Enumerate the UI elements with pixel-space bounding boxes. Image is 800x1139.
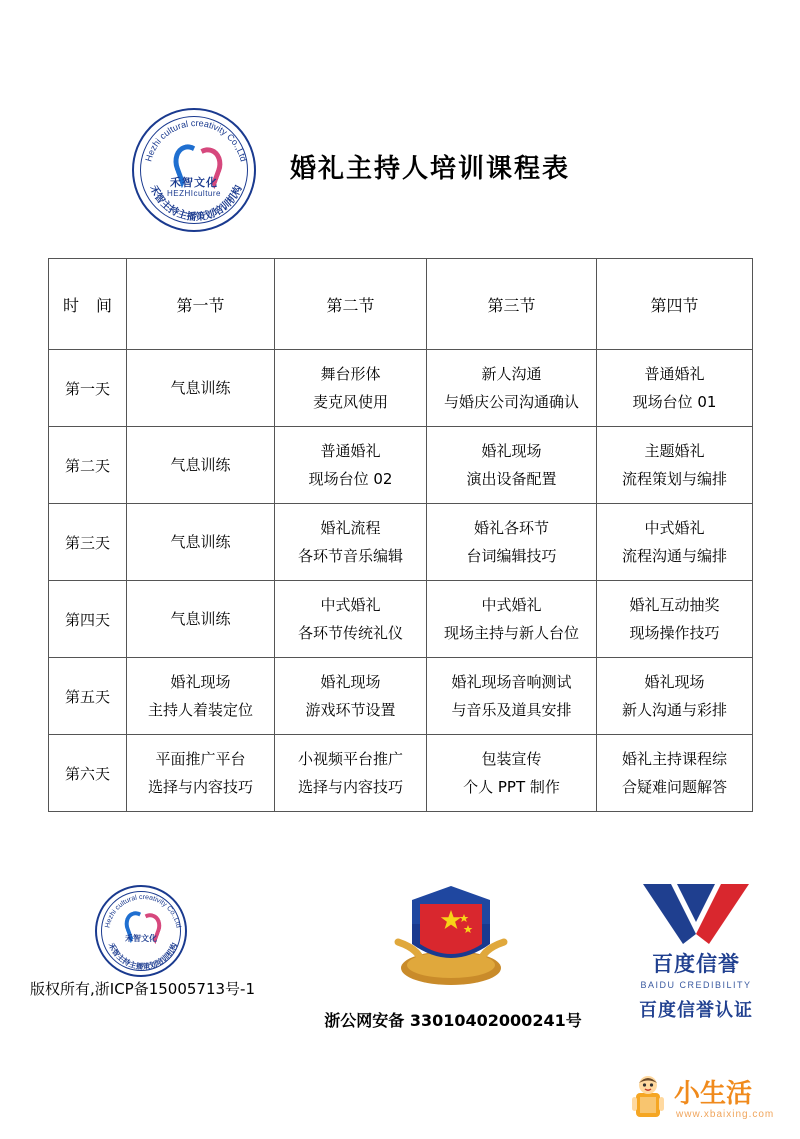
police-record-text: 浙公网安备 33010402000241号: [324, 1011, 582, 1030]
cell-line: 现场操作技巧: [629, 624, 720, 642]
cell-session-3: [427, 581, 597, 658]
cell-line: 包装宣传: [481, 749, 542, 768]
cell-session-3: [427, 504, 597, 581]
cell-line: 现场主持与新人台位: [443, 624, 579, 642]
baidu-cert-label: 百度信誉认证: [639, 1000, 753, 1021]
svg-text:禾智主持主播策划培训机构: 禾智主持主播策划培训机构: [147, 183, 245, 224]
logo-en-name: HEZHIculture: [166, 189, 221, 198]
cell-session-1: [127, 735, 275, 812]
cell-session-4: [597, 427, 753, 504]
cell-line: 普通婚礼: [320, 441, 381, 460]
cell-line: 中式婚礼: [320, 595, 381, 614]
watermark-mascot-icon: [628, 1073, 668, 1121]
cell-session-2: [275, 658, 427, 735]
cell-session-4: [597, 581, 753, 658]
table-row: [49, 658, 753, 735]
cell-line: 气息训练: [170, 455, 231, 474]
cell-session-2: [275, 504, 427, 581]
cell-session-3: [427, 350, 597, 427]
row-day-label: 第三天: [49, 504, 127, 581]
table-row: [49, 735, 753, 812]
footer-company-logo: [95, 885, 187, 977]
footer-logo-cn-name: 禾智文化: [125, 934, 157, 943]
cell-line: 新人沟通与彩排: [621, 701, 727, 719]
cell-line: 选择与内容技巧: [147, 778, 253, 796]
cell-line: 中式婚礼: [644, 518, 705, 537]
cell-line: 流程沟通与编排: [621, 547, 727, 565]
cell-line: 气息训练: [170, 532, 231, 551]
cell-line: 个人 PPT 制作: [463, 778, 560, 796]
baidu-v-icon: [641, 882, 751, 946]
watermark: [628, 1069, 778, 1131]
cell-session-2: [275, 581, 427, 658]
col-header-time: 时 间: [49, 259, 127, 350]
cell-line: 普通婚礼: [644, 364, 705, 383]
cell-session-3: [427, 427, 597, 504]
cell-session-1: [127, 581, 275, 658]
cell-line: 婚礼互动抽奖: [629, 595, 720, 614]
cell-session-2: [275, 735, 427, 812]
cell-line: 与音乐及道具安排: [451, 701, 572, 719]
table-row: [49, 427, 753, 504]
row-day-label: 第五天: [49, 658, 127, 735]
row-day-label: 第一天: [49, 350, 127, 427]
cell-line: 婚礼各环节: [473, 518, 549, 537]
schedule-table-wrapper: [48, 258, 752, 812]
cell-line: 平面推广平台: [155, 749, 246, 768]
cell-line: 中式婚礼: [481, 595, 542, 614]
cell-session-4: [597, 735, 753, 812]
svg-text:禾智主持主播策划培训机构: 禾智主持主播策划培训机构: [106, 941, 180, 972]
cell-line: 麦克风使用: [312, 393, 388, 411]
cell-line: 小视频平台推广: [297, 749, 403, 768]
cell-line: 流程策划与编排: [621, 470, 727, 488]
police-record-icon: [392, 880, 510, 992]
svg-text:Hezhi cultural creativity Co.,: Hezhi cultural creativity Co.,Ltd: [104, 893, 182, 929]
col-header-session-2: 第二节: [275, 259, 427, 350]
col-header-session-4: 第四节: [597, 259, 753, 350]
cell-line: 与婚庆公司沟通确认: [443, 393, 579, 411]
cell-line: 舞台形体: [320, 364, 381, 383]
company-logo: [132, 108, 256, 232]
cell-line: 婚礼主持课程综: [621, 749, 727, 768]
cell-session-1: [127, 350, 275, 427]
cell-session-4: [597, 658, 753, 735]
cell-line: 演出设备配置: [466, 470, 557, 488]
cell-line: 婚礼现场音响测试: [451, 672, 572, 691]
baidu-en-label: BAIDU CREDIBILITY: [640, 980, 752, 990]
cell-line: 婚礼现场: [644, 672, 705, 691]
cell-line: 合疑难问题解答: [621, 778, 727, 796]
copyright-text: 版权所有,浙ICP备15005713号-1: [30, 980, 256, 998]
cell-line: 婚礼现场: [320, 672, 381, 691]
cell-line: 台词编辑技巧: [466, 547, 557, 565]
table-row: [49, 350, 753, 427]
col-header-session-3: 第三节: [427, 259, 597, 350]
cell-session-3: [427, 735, 597, 812]
page-title: 婚礼主持人培训课程表: [290, 154, 571, 184]
cell-session-1: [127, 504, 275, 581]
table-row: [49, 581, 753, 658]
footer-logo-swirl-icon: [122, 911, 160, 935]
row-day-label: 第四天: [49, 581, 127, 658]
cell-line: 各环节音乐编辑: [297, 547, 403, 565]
cell-line: 各环节传统礼仪: [297, 624, 403, 642]
cell-line: 婚礼流程: [320, 518, 381, 537]
cell-line: 婚礼现场: [170, 672, 231, 691]
table-header-row: [49, 259, 753, 350]
cell-line: 选择与内容技巧: [297, 778, 403, 796]
cell-session-3: [427, 658, 597, 735]
cell-session-1: [127, 427, 275, 504]
logo-swirl-icon: [168, 144, 220, 178]
cell-session-4: [597, 350, 753, 427]
cell-line: 主持人着装定位: [147, 701, 253, 719]
cell-session-4: [597, 504, 753, 581]
document-header: [0, 100, 800, 230]
baidu-credibility-badge: [606, 882, 786, 1022]
cell-line: 气息训练: [170, 378, 231, 397]
schedule-table: [48, 258, 753, 812]
cell-session-2: [275, 350, 427, 427]
baidu-cn-label: 百度信誉: [652, 952, 740, 976]
row-day-label: 第二天: [49, 427, 127, 504]
svg-text:Hezhi cultural creativity Co.,: Hezhi cultural creativity Co.,Ltd: [143, 117, 249, 163]
cell-line: 现场台位 01: [632, 393, 717, 411]
row-day-label: 第六天: [49, 735, 127, 812]
logo-cn-name: 禾智文化: [170, 177, 218, 189]
cell-session-2: [275, 427, 427, 504]
cell-session-1: [127, 658, 275, 735]
table-row: [49, 504, 753, 581]
cell-line: 主题婚礼: [644, 441, 705, 460]
col-header-session-1: 第一节: [127, 259, 275, 350]
cell-line: 婚礼现场: [481, 441, 542, 460]
cell-line: 气息训练: [170, 609, 231, 628]
watermark-title: 小生活: [674, 1079, 753, 1109]
cell-line: 游戏环节设置: [305, 701, 396, 719]
cell-line: 现场台位 02: [308, 470, 393, 488]
watermark-subtitle: www.xbaixing.com: [676, 1109, 775, 1120]
cell-line: 新人沟通: [481, 364, 542, 383]
document-footer: [0, 880, 800, 1060]
